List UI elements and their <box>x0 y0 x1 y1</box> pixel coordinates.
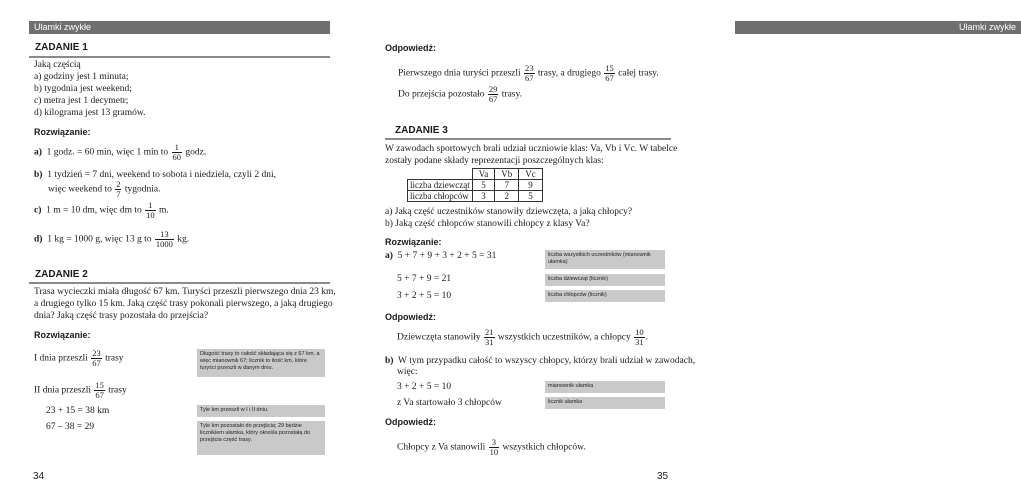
eq-total: a) 5 + 7 + 9 + 3 + 2 + 5 = 31 <box>385 251 497 261</box>
margin-note: liczba chłopców (licznik) <box>545 290 665 302</box>
section-header: Ułamki zwykłe <box>29 21 330 34</box>
solution-b-text: b) W tym przypadku całość to wszyscy chłopcy, którzy brali udział w zawodach, <box>385 356 696 366</box>
task-3-question: b) Jaką część chłopców stanowili chłopcy z klasy Va? <box>385 219 590 229</box>
eq-boys-total: 3 + 2 + 5 = 10 <box>397 382 452 392</box>
table-header: Vb <box>495 169 519 180</box>
answer-label: Odpowiedź: <box>385 312 436 322</box>
fraction: $\frac{1}{10}$ <box>146 200 155 220</box>
solution-label: Rozwiązanie: <box>34 330 91 340</box>
task-1-question: Jaką częścią <box>34 60 81 70</box>
task-3-text: W zawodach sportowych brali udział uczniowie klas: Va, Vb i Vc. W tabelce <box>385 144 678 154</box>
eq-girls: 5 + 7 + 9 = 21 <box>397 274 452 284</box>
margin-note: mianownik ułamka <box>545 381 665 393</box>
margin-note: Tyle km przeszli w I i II dniu. <box>197 405 325 417</box>
fraction: $\frac{10}{31}$ <box>635 327 644 347</box>
fraction: $\frac{23}{67}$ <box>92 348 101 368</box>
task-2-text: Trasa wycieczki miała długość 67 km. Turyści przeszli pierwszego dnia 23 km, <box>34 287 336 297</box>
fraction: $\frac{23}{67}$ <box>525 63 534 83</box>
divider <box>29 282 330 284</box>
fraction: $\frac{21}{31}$ <box>485 327 494 347</box>
eq-boys: 3 + 2 + 5 = 10 <box>397 291 452 301</box>
solution-b-line2: więc weekend to $\frac{2}{7}$ tygodnia. <box>48 179 161 199</box>
section-header: Ułamki zwykłe <box>735 21 1021 34</box>
table-row: liczba dziewcząt 5 7 9 <box>408 180 543 191</box>
answer-1: Pierwszego dnia turyści przeszli $\frac{23}{67}$ trasy, a drugiego $\frac{15}{67}$ całej trasy. <box>398 63 659 83</box>
day-2-walked: II dnia przeszli $\frac{15}{67}$ trasy <box>34 380 127 400</box>
calc-diff: 67 – 38 = 29 <box>46 422 95 432</box>
task-2-title: ZADANIE 2 <box>35 269 88 280</box>
solution-b-text: więc: <box>397 367 418 377</box>
fraction: $\frac{2}{7}$ <box>116 179 121 199</box>
task-1-item: b) tygodnia jest weekend; <box>34 84 132 94</box>
teams-table <box>407 168 543 202</box>
task-1-title: ZADANIE 1 <box>35 42 88 53</box>
page-number: 34 <box>33 471 45 482</box>
task-3-title: ZADANIE 3 <box>395 125 448 136</box>
answer-a: Dziewczęta stanowiły $\frac{21}{31}$ wszystkich uczestników, a chłopcy $\frac{10}{31}$ . <box>397 327 648 347</box>
answer-label: Odpowiedź: <box>385 417 436 427</box>
task-1-item: a) godziny jest 1 minuta; <box>34 72 129 82</box>
calc-sum: 23 + 15 = 38 km <box>46 406 110 416</box>
fraction: $\frac{1}{60}$ <box>172 142 182 162</box>
fraction: $\frac{15}{67}$ <box>605 63 614 83</box>
solution-label: Rozwiązanie: <box>385 237 442 247</box>
task-2-text: dnia? Jaką część trasy pozostała do przejścia? <box>34 311 209 321</box>
divider <box>385 138 671 140</box>
solution-label: Rozwiązanie: <box>34 127 91 137</box>
margin-note: Tyle km pozostało do przejścia; 29 będzie licznikiem ułamka, który określa pozostałą do przejścia część trasy. <box>197 421 325 455</box>
task-1-item: d) kilograma jest 13 gramów. <box>34 108 146 118</box>
solution-a: a) 1 godz. = 60 min, więc 1 min to $\frac{1}{60}$ godz. <box>34 142 207 162</box>
margin-note: licznik ułamka <box>545 397 665 409</box>
table-header: Vc <box>519 169 543 180</box>
fraction: $\frac{3}{10}$ <box>489 437 499 457</box>
page-number: 35 <box>657 471 669 482</box>
task-1-item: c) metra jest 1 decymetr; <box>34 96 129 106</box>
solution-c: c) 1 m = 10 dm, więc dm to $\frac{1}{10}$ m. <box>34 200 169 220</box>
task-3-question: a) Jaką część uczestników stanowiły dziewczęta, a jaką chłopcy? <box>385 207 633 217</box>
eq-boys-va: z Va startowało 3 chłopców <box>397 398 502 408</box>
task-3-text: zostały podane składy reprezentacji poszczególnych klas: <box>385 156 604 166</box>
answer-label: Odpowiedź: <box>385 43 436 53</box>
divider <box>29 56 330 58</box>
fraction: $\frac{13}{1000}$ <box>155 229 173 249</box>
task-2-text: a drugiego tylko 15 km. Jaką część trasy pokonali pierwszego, a jaką drugiego <box>34 299 333 309</box>
table-header: Va <box>472 169 495 180</box>
solution-b-line1: b) 1 tydzień = 7 dni, weekend to sobota i niedziela, czyli 2 dni, <box>34 170 277 180</box>
fraction: $\frac{29}{67}$ <box>488 84 498 104</box>
answer-b: Chłopcy z Va stanowili $\frac{3}{10}$ wszystkich chłopców. <box>397 437 586 457</box>
margin-note: liczba wszystkich uczestników (mianownik ułamka) <box>545 250 665 269</box>
margin-note: Długość trasy to całość składająca się z 67 km, a więc mianownik 67; licznik to ilość km, które turyści przeszli w danym dniu. <box>197 349 325 377</box>
margin-note: liczba dziewcząt (licznik) <box>545 274 665 286</box>
fraction: $\frac{15}{67}$ <box>95 380 104 400</box>
solution-d: d) 1 kg = 1000 g, więc 13 g to $\frac{13}{1000}$ kg. <box>34 229 190 249</box>
answer-2: Do przejścia pozostało $\frac{29}{67}$ trasy. <box>398 84 523 104</box>
day-1-walked: I dnia przeszli $\frac{23}{67}$ trasy <box>34 348 124 368</box>
table-row: liczba chłopców 3 2 5 <box>408 191 543 202</box>
